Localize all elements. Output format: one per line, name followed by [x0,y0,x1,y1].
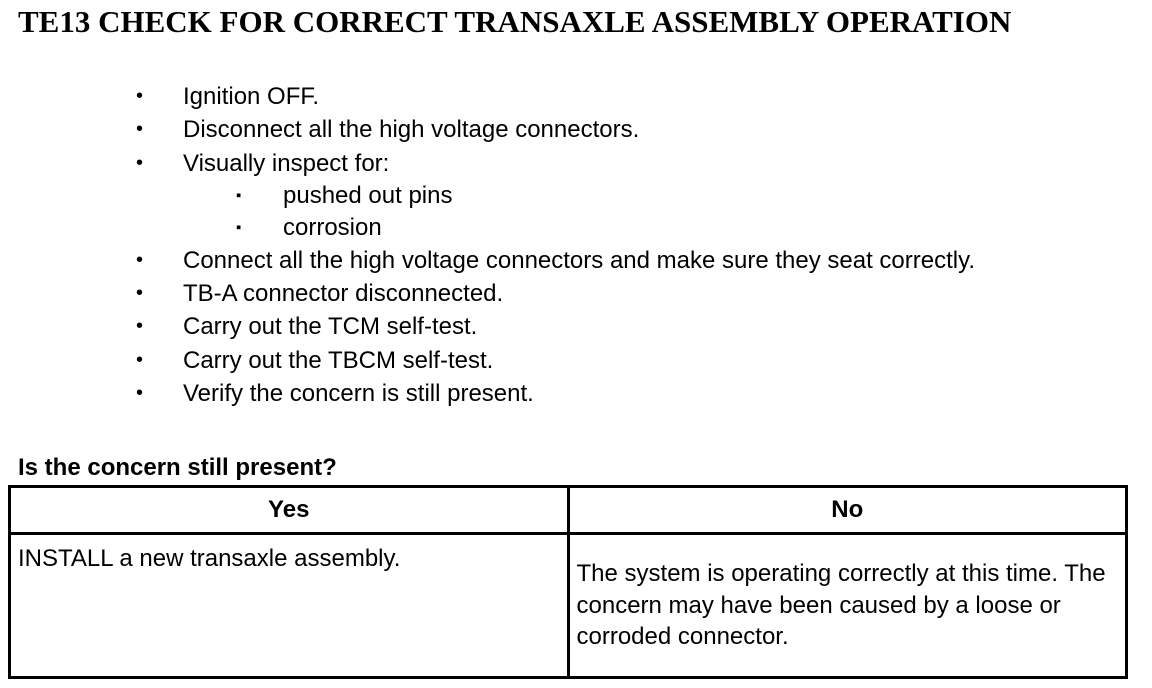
step-text: Visually inspect for: [183,149,390,177]
square-bullet-icon: ▪ [236,186,242,204]
question-heading: Is the concern still present? [18,454,337,481]
list-item [0,80,1152,113]
no-column-header: No [568,487,1127,534]
bullet-icon: • [136,382,144,405]
list-item [0,147,1152,180]
bullet-icon: • [136,315,144,338]
page-title: TE13 CHECK FOR CORRECT TRANSAXLE ASSEMBLY OPERATION [18,4,1012,39]
list-item [0,277,1152,310]
list-item [0,377,1152,410]
step-list [0,80,1152,410]
no-action-cell: The system is operating correctly at this time. The concern may have been caused by a loose or corroded connector. [568,534,1127,678]
list-item [0,344,1152,377]
yes-action-cell: INSTALL a new transaxle assembly. [10,534,569,678]
step-text: TB-A connector disconnected. [183,280,504,308]
list-item [0,244,1152,277]
sub-list-item [0,180,1152,212]
bullet-icon: • [136,348,144,371]
sub-step-text: pushed out pins [283,181,453,209]
step-text: Carry out the TBCM self-test. [183,346,494,374]
bullet-icon: • [136,282,144,305]
sub-list-item [0,212,1152,244]
bullet-icon: • [136,151,144,174]
table-header-row [10,487,1127,534]
step-text: Carry out the TCM self-test. [183,313,478,341]
step-text: Ignition OFF. [183,83,320,110]
yes-column-header: Yes [10,487,569,534]
list-item [0,310,1152,343]
step-text: Connect all the high voltage connectors and make sure they seat correctly. [183,246,975,274]
step-text: Verify the concern is still present. [183,380,534,408]
bullet-icon: • [136,118,144,141]
step-text: Disconnect all the high voltage connectors. [183,116,640,144]
bullet-icon: • [136,85,144,107]
list-item [0,113,1152,146]
square-bullet-icon: ▪ [236,218,242,236]
sub-step-text: corrosion [283,213,382,241]
answer-table [8,485,1128,679]
bullet-icon: • [136,248,144,271]
table-row [10,534,1127,678]
